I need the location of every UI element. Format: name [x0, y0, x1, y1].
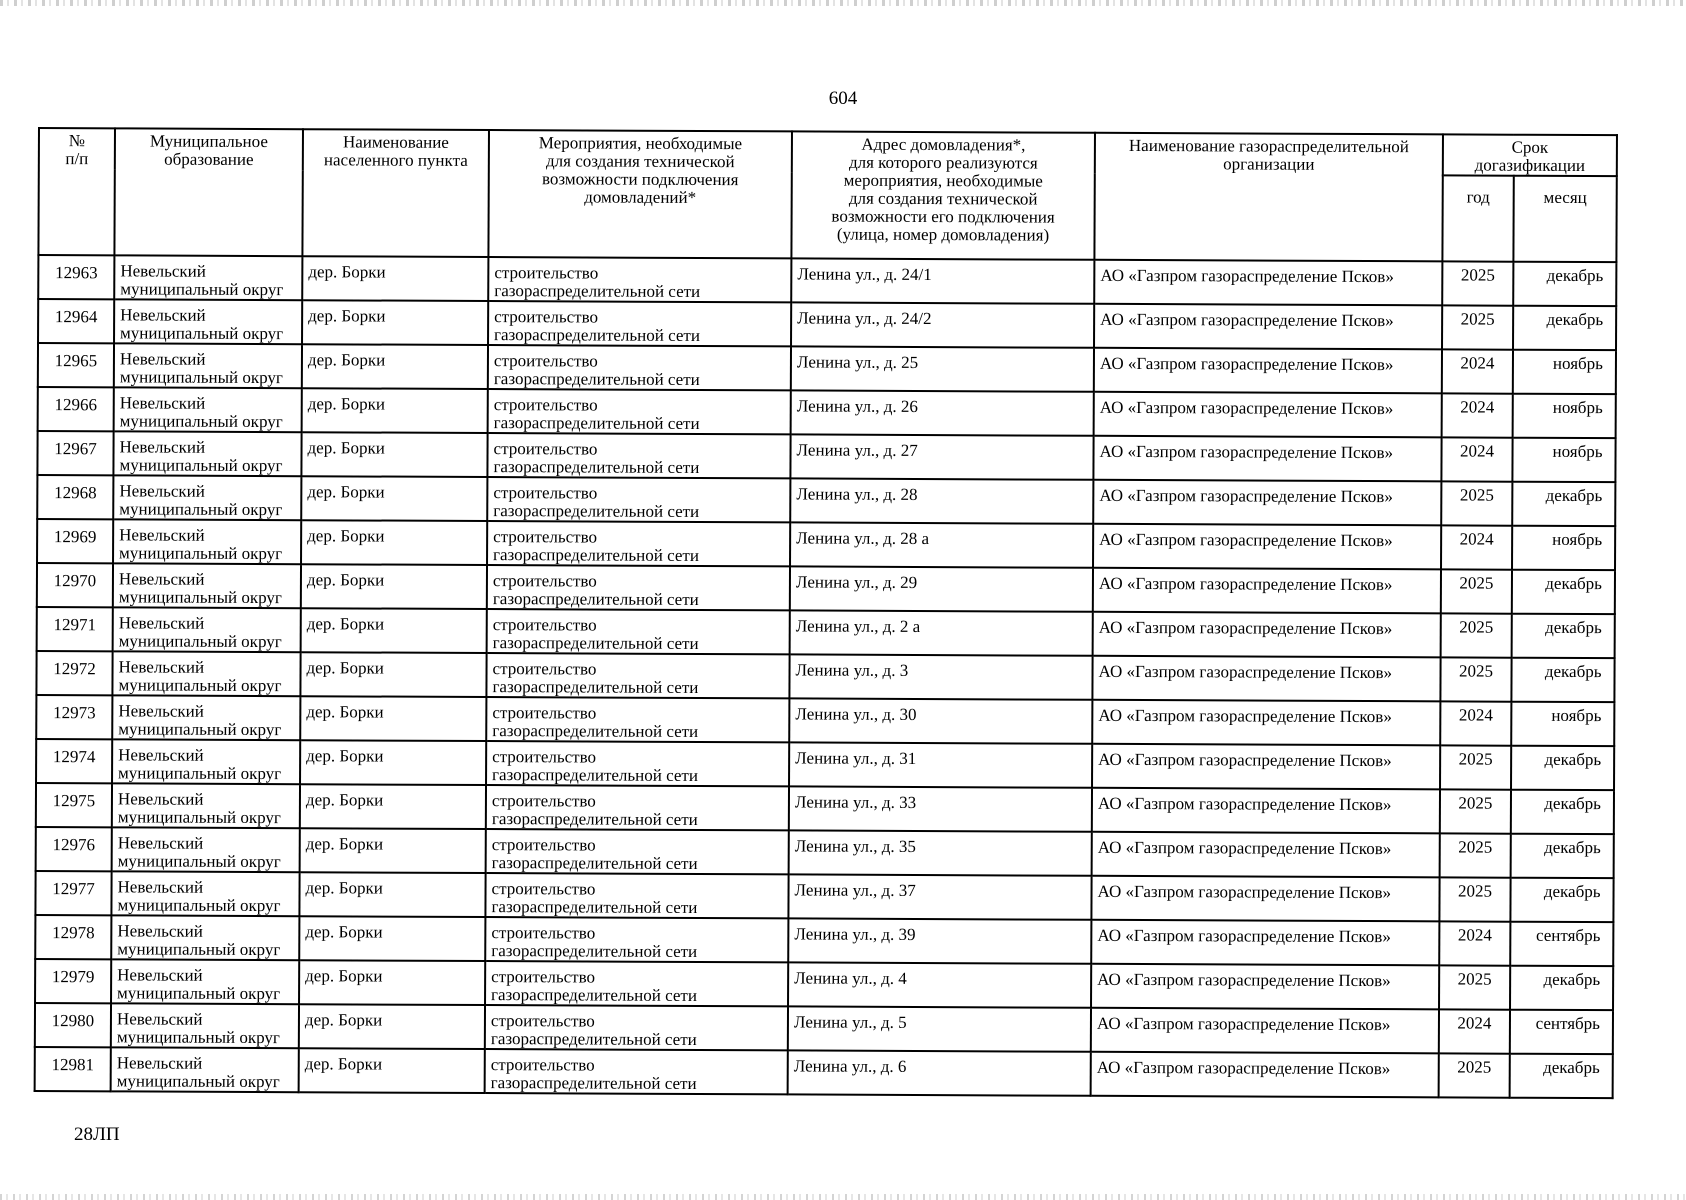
cell-settlement: дер. Борки — [300, 652, 486, 697]
cell-settlement: дер. Борки — [299, 1004, 485, 1049]
cell-settlement: дер. Борки — [302, 256, 488, 301]
cell-address: Ленина ул., д. 2 а — [790, 610, 1093, 655]
cell-settlement: дер. Борки — [300, 740, 486, 785]
table-row — [35, 1003, 1613, 1054]
cell-month: сентябрь — [1510, 1010, 1613, 1054]
header-num: № п/п — [38, 128, 115, 255]
table-row — [35, 959, 1613, 1010]
scan-edge-bottom — [0, 1194, 1686, 1200]
cell-year: 2025 — [1439, 877, 1510, 921]
cell-municipality: Невельский муниципальный округ — [113, 607, 301, 652]
cell-measure: строительство газораспределительной сети — [488, 345, 791, 390]
cell-organization: АО «Газпром газораспределение Псков» — [1093, 612, 1441, 658]
cell-month: декабрь — [1513, 306, 1616, 350]
cell-municipality: Невельский муниципальный округ — [112, 695, 300, 740]
cell-address: Ленина ул., д. 3 — [789, 654, 1092, 699]
cell-measure: строительство газораспределительной сети — [487, 521, 790, 566]
cell-settlement: дер. Борки — [302, 388, 488, 433]
cell-organization: АО «Газпром газораспределение Псков» — [1091, 1008, 1439, 1054]
cell-municipality: Невельский муниципальный округ — [111, 1003, 299, 1048]
cell-measure: строительство газораспределительной сети — [487, 477, 790, 522]
cell-num: 12977 — [35, 871, 111, 915]
cell-month: декабрь — [1510, 966, 1613, 1010]
table-row — [38, 387, 1616, 438]
cell-year: 2024 — [1441, 525, 1512, 569]
cell-measure: строительство газораспределительной сети — [487, 565, 790, 610]
table-row — [35, 1047, 1613, 1098]
cell-month: декабрь — [1512, 570, 1615, 614]
cell-organization: АО «Газпром газораспределение Псков» — [1092, 700, 1440, 746]
cell-address: Ленина ул., д. 27 — [790, 434, 1093, 479]
cell-year: 2025 — [1439, 965, 1510, 1009]
cell-municipality: Невельский муниципальный округ — [111, 915, 299, 960]
header-deadline: Срок догазификации — [1443, 134, 1617, 176]
cell-organization: АО «Газпром газораспределение Псков» — [1091, 1052, 1439, 1098]
footer-code: 28ЛП — [74, 1124, 120, 1145]
cell-num: 12964 — [38, 299, 114, 343]
cell-num: 12970 — [37, 563, 113, 607]
cell-year: 2025 — [1440, 833, 1511, 877]
header-settlement: Наименование населенного пункта — [302, 129, 489, 257]
cell-measure: строительство газораспределительной сети — [488, 301, 791, 346]
cell-organization: АО «Газпром газораспределение Псков» — [1093, 480, 1441, 526]
cell-municipality: Невельский муниципальный округ — [111, 959, 299, 1004]
cell-organization: АО «Газпром газораспределение Псков» — [1091, 964, 1439, 1010]
cell-measure: строительство газораспределительной сети — [486, 653, 789, 698]
cell-year: 2025 — [1441, 613, 1512, 657]
cell-address: Ленина ул., д. 37 — [788, 874, 1091, 919]
cell-municipality: Невельский муниципальный округ — [114, 387, 302, 432]
cell-settlement: дер. Борки — [301, 432, 487, 477]
cell-measure: строительство газораспределительной сети — [487, 609, 790, 654]
cell-month: декабрь — [1511, 834, 1614, 878]
cell-municipality: Невельский муниципальный округ — [114, 255, 302, 300]
table-row — [37, 607, 1615, 658]
cell-num: 12967 — [37, 431, 113, 475]
cell-municipality: Невельский муниципальный округ — [111, 1047, 299, 1092]
cell-month: декабрь — [1513, 262, 1616, 306]
cell-year: 2024 — [1439, 921, 1510, 965]
cell-month: декабрь — [1512, 614, 1615, 658]
cell-num: 12965 — [38, 343, 114, 387]
cell-month: декабрь — [1511, 746, 1614, 790]
cell-month: декабрь — [1510, 878, 1613, 922]
cell-municipality: Невельский муниципальный округ — [112, 783, 300, 828]
cell-settlement: дер. Борки — [300, 828, 486, 873]
cell-measure: строительство газораспределительной сети — [488, 389, 791, 434]
table-row — [37, 475, 1615, 526]
cell-measure: строительство газораспределительной сети — [486, 785, 789, 830]
table-row — [36, 651, 1614, 702]
cell-organization: АО «Газпром газораспределение Псков» — [1091, 920, 1439, 966]
cell-municipality: Невельский муниципальный округ — [114, 299, 302, 344]
cell-address: Ленина ул., д. 31 — [789, 742, 1092, 787]
cell-num: 12971 — [37, 607, 113, 651]
cell-settlement: дер. Борки — [299, 960, 485, 1005]
cell-month: ноябрь — [1512, 526, 1615, 570]
cell-municipality: Невельский муниципальный округ — [113, 519, 301, 564]
cell-year: 2024 — [1441, 437, 1512, 481]
cell-year: 2025 — [1441, 481, 1512, 525]
header-address: Адрес домовладения*, для которого реализуются мероприятия, необходимые для создания технической возможности его подключения (улица, номер домовладения) — [791, 131, 1095, 259]
table-row — [37, 431, 1615, 482]
cell-organization: АО «Газпром газораспределение Псков» — [1094, 260, 1442, 306]
cell-measure: строительство газораспределительной сети — [488, 257, 791, 302]
cell-organization: АО «Газпром газораспределение Псков» — [1092, 788, 1440, 834]
cell-address: Ленина ул., д. 6 — [788, 1050, 1091, 1095]
header-municipality: Муниципальное образование — [114, 128, 303, 256]
cell-month: ноябрь — [1513, 394, 1616, 438]
cell-address: Ленина ул., д. 5 — [788, 1006, 1091, 1051]
cell-month: декабрь — [1510, 1054, 1613, 1098]
cell-num: 12973 — [36, 695, 112, 739]
cell-address: Ленина ул., д. 28 — [790, 478, 1093, 523]
cell-municipality: Невельский муниципальный округ — [113, 563, 301, 608]
cell-num: 12975 — [36, 783, 112, 827]
cell-measure: строительство газораспределительной сети — [486, 697, 789, 742]
cell-settlement: дер. Борки — [302, 300, 488, 345]
cell-settlement: дер. Борки — [301, 520, 487, 565]
cell-measure: строительство газораспределительной сети — [486, 829, 789, 874]
cell-month: ноябрь — [1513, 350, 1616, 394]
table-header — [38, 128, 1617, 262]
cell-year: 2025 — [1440, 745, 1511, 789]
gasification-table — [34, 127, 1618, 1099]
cell-municipality: Невельский муниципальный округ — [111, 871, 299, 916]
cell-num: 12980 — [35, 1003, 111, 1047]
cell-address: Ленина ул., д. 29 — [790, 566, 1093, 611]
page-number: 604 — [828, 88, 858, 109]
cell-address: Ленина ул., д. 24/2 — [791, 302, 1094, 347]
scan-edge-top — [0, 0, 1686, 6]
cell-address: Ленина ул., д. 26 — [791, 390, 1094, 435]
cell-municipality: Невельский муниципальный округ — [113, 431, 301, 476]
cell-num: 12976 — [36, 827, 112, 871]
cell-num: 12969 — [37, 519, 113, 563]
cell-municipality: Невельский муниципальный округ — [112, 827, 300, 872]
cell-num: 12974 — [36, 739, 112, 783]
cell-organization: АО «Газпром газораспределение Псков» — [1093, 524, 1441, 570]
cell-settlement: дер. Борки — [299, 1048, 485, 1093]
header-month: месяц — [1513, 176, 1616, 262]
cell-settlement: дер. Борки — [299, 916, 485, 961]
cell-year: 2025 — [1442, 305, 1513, 349]
cell-measure: строительство газораспределительной сети — [485, 1005, 788, 1050]
cell-num: 12978 — [35, 915, 111, 959]
cell-organization: АО «Газпром газораспределение Псков» — [1093, 568, 1441, 614]
cell-address: Ленина ул., д. 30 — [789, 698, 1092, 743]
cell-num: 12968 — [37, 475, 113, 519]
cell-address: Ленина ул., д. 39 — [788, 918, 1091, 963]
cell-settlement: дер. Борки — [299, 872, 485, 917]
cell-settlement: дер. Борки — [301, 608, 487, 653]
cell-measure: строительство газораспределительной сети — [485, 1049, 788, 1094]
table-row — [36, 695, 1614, 746]
cell-num: 12979 — [35, 959, 111, 1003]
cell-organization: АО «Газпром газораспределение Псков» — [1092, 744, 1440, 790]
cell-organization: АО «Газпром газораспределение Псков» — [1094, 348, 1442, 394]
cell-organization: АО «Газпром газораспределение Псков» — [1094, 304, 1442, 350]
cell-address: Ленина ул., д. 33 — [789, 786, 1092, 831]
header-year: год — [1442, 175, 1513, 261]
cell-num: 12966 — [38, 387, 114, 431]
cell-settlement: дер. Борки — [301, 564, 487, 609]
table-row — [35, 915, 1613, 966]
cell-month: декабрь — [1511, 658, 1614, 702]
cell-month: декабрь — [1512, 482, 1615, 526]
cell-organization: АО «Газпром газораспределение Псков» — [1094, 392, 1442, 438]
header-measures: Мероприятия, необходимые для создания технической возможности подключения домовладений* — [488, 130, 792, 258]
cell-organization: АО «Газпром газораспределение Псков» — [1092, 656, 1440, 702]
table-row — [36, 739, 1614, 790]
cell-organization: АО «Газпром газораспределение Псков» — [1093, 436, 1441, 482]
cell-num: 12972 — [36, 651, 112, 695]
cell-settlement: дер. Борки — [300, 696, 486, 741]
table-body — [35, 255, 1617, 1098]
cell-year: 2025 — [1441, 569, 1512, 613]
cell-address: Ленина ул., д. 24/1 — [791, 258, 1094, 303]
cell-address: Ленина ул., д. 25 — [791, 346, 1094, 391]
cell-address: Ленина ул., д. 35 — [789, 830, 1092, 875]
cell-address: Ленина ул., д. 4 — [788, 962, 1091, 1007]
cell-settlement: дер. Борки — [302, 344, 488, 389]
header-organization: Наименование газораспределительной организации — [1094, 133, 1443, 262]
cell-municipality: Невельский муниципальный округ — [113, 475, 301, 520]
cell-measure: строительство газораспределительной сети — [487, 433, 790, 478]
cell-settlement: дер. Борки — [301, 476, 487, 521]
cell-measure: строительство газораспределительной сети — [485, 961, 788, 1006]
table-row — [37, 563, 1615, 614]
table-row — [36, 783, 1614, 834]
cell-measure: строительство газораспределительной сети — [485, 873, 788, 918]
table-row — [38, 299, 1616, 350]
cell-year: 2024 — [1442, 393, 1513, 437]
cell-month: ноябрь — [1511, 702, 1614, 746]
cell-address: Ленина ул., д. 28 а — [790, 522, 1093, 567]
cell-municipality: Невельский муниципальный округ — [114, 343, 302, 388]
cell-num: 12981 — [35, 1047, 111, 1091]
table-row — [37, 519, 1615, 570]
table-row — [36, 827, 1614, 878]
cell-year: 2024 — [1440, 701, 1511, 745]
cell-year: 2024 — [1442, 349, 1513, 393]
cell-measure: строительство газораспределительной сети — [485, 917, 788, 962]
cell-organization: АО «Газпром газораспределение Псков» — [1091, 876, 1439, 922]
cell-num: 12963 — [38, 255, 114, 299]
table-row — [38, 255, 1616, 306]
cell-organization: АО «Газпром газораспределение Псков» — [1092, 832, 1440, 878]
table-row — [35, 871, 1613, 922]
cell-municipality: Невельский муниципальный округ — [112, 739, 300, 784]
cell-year: 2025 — [1440, 657, 1511, 701]
cell-year: 2025 — [1439, 1053, 1510, 1097]
cell-year: 2024 — [1439, 1009, 1510, 1053]
cell-measure: строительство газораспределительной сети — [486, 741, 789, 786]
cell-month: сентябрь — [1510, 922, 1613, 966]
cell-settlement: дер. Борки — [300, 784, 486, 829]
cell-year: 2025 — [1440, 789, 1511, 833]
table-row — [38, 343, 1616, 394]
cell-municipality: Невельский муниципальный округ — [112, 651, 300, 696]
cell-month: декабрь — [1511, 790, 1614, 834]
cell-month: ноябрь — [1512, 438, 1615, 482]
cell-year: 2025 — [1442, 261, 1513, 305]
